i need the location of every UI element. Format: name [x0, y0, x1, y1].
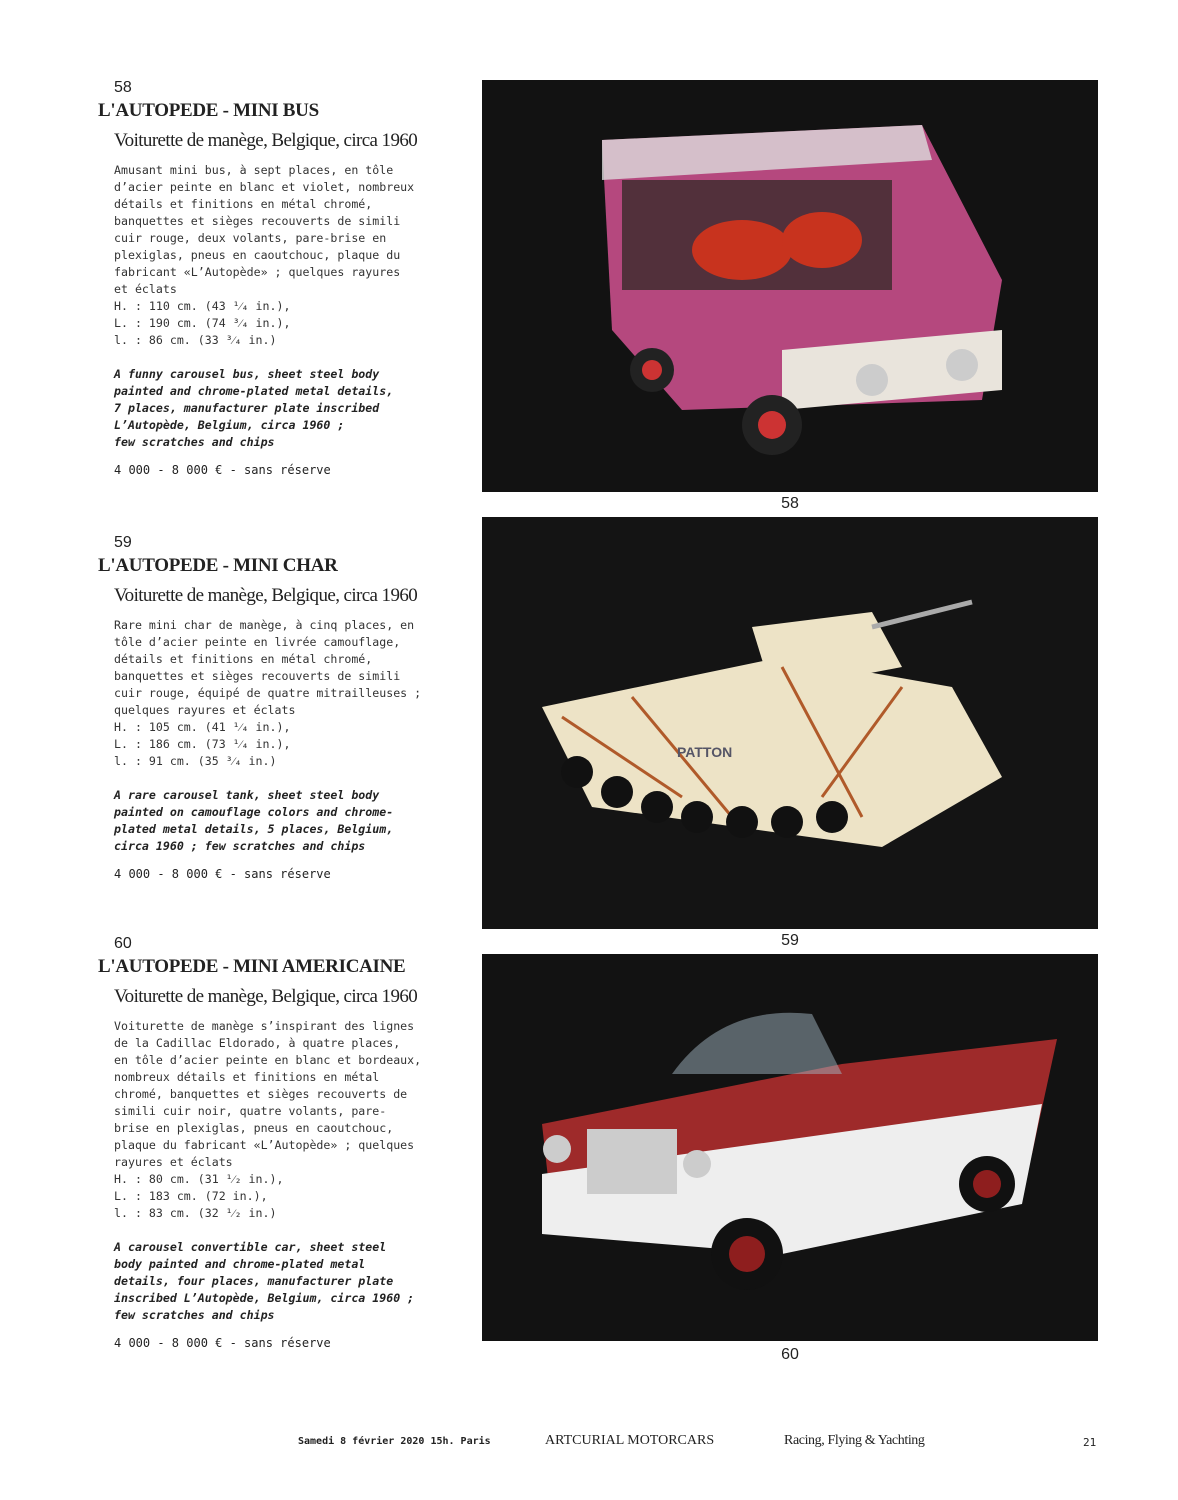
lot-title: L'AUTOPEDE - MINI CHAR	[98, 555, 338, 576]
lot-58	[98, 78, 458, 477]
lot-title: L'AUTOPEDE - MINI AMERICAINE	[98, 956, 406, 977]
photo-mini-americaine	[482, 954, 1098, 1341]
photo-caption: 59	[781, 932, 799, 949]
lot-59	[98, 533, 458, 881]
footer-brand-logo: ARTCURIAL MOTORCARS	[545, 1433, 715, 1448]
page-number: 21	[1083, 1436, 1097, 1449]
footer-date: Samedi 8 février 2020 15h. Paris	[298, 1436, 491, 1447]
lot-english-description: A carousel convertible car, sheet steel body painted and chrome-plated metal details, four places, manufacturer plate inscribed L’Autopède, Belgium, circa 1960 ; few scratches and chips	[114, 1240, 415, 1322]
photo-mini-tank	[482, 517, 1098, 929]
lot-estimate: 4 000 - 8 000 € - sans réserve	[114, 1336, 331, 1350]
lot-description: Voiturette de manège s’inspirant des lignes de la Cadillac Eldorado, à quatre places, en tôle d’acier peinte en blanc et bordeaux, nombreux détails et finitions en métal chromé, banquettes et sièges recouverts de simili cuir noir, quatre volants, pare- brise en plexiglas, pneus en caoutchouc, plaque du fabricant «L’Autopède» ; quelques rayures et éclats H. : 80 cm. (31 ¹⁄₂ in.), L. : 183 cm. (72 in.), l. : 83 cm. (32 ¹⁄₂ in.)	[114, 1019, 422, 1220]
lot-subtitle: Voiturette de manège, Belgique, circa 1960	[114, 986, 418, 1007]
lot-description: Amusant mini bus, à sept places, en tôle d’acier peinte en blanc et violet, nombreux détails et finitions en métal chromé, banquettes et sièges recouverts de simili cuir rouge, deux volants, pare-brise en plexiglas, pneus en caoutchouc, plaque du fabricant «L’Autopède» ; quelques rayures et éclats H. : 110 cm. (43 ¹⁄₄ in.), L. : 190 cm. (74 ³⁄₄ in.), l. : 86 cm. (33 ³⁄₄ in.)	[114, 163, 415, 347]
lot-description: Rare mini char de manège, à cinq places, en tôle d’acier peinte en livrée camouflage, détails et finitions en métal chromé, banquettes et sièges recouverts de simili cuir rouge, équipé de quatre mitrailleuses ; quelques rayures et éclats H. : 105 cm. (41 ¹⁄₄ in.), L. : 186 cm. (73 ¹⁄₄ in.), l. : 91 cm. (35 ³⁄₄ in.)	[114, 618, 422, 768]
lot-number: 60	[114, 935, 132, 952]
lot-60	[98, 934, 458, 1350]
lot-estimate: 4 000 - 8 000 € - sans réserve	[114, 463, 331, 477]
tank-label: PATTON	[677, 744, 733, 760]
lot-subtitle: Voiturette de manège, Belgique, circa 1960	[114, 585, 418, 606]
lot-english-description: A funny carousel bus, sheet steel body painted and chrome-plated metal details, 7 places, manufacturer plate inscribed L’Autopède, Belgium, circa 1960 ; few scratches and chips	[114, 367, 394, 449]
lot-number: 59	[114, 534, 132, 551]
photo-mini-bus	[482, 80, 1098, 492]
lot-subtitle: Voiturette de manège, Belgique, circa 1960	[114, 130, 418, 151]
lot-english-description: A rare carousel tank, sheet steel body painted on camouflage colors and chrome- plated metal details, 5 places, Belgium, circa 1960 ; few scratches and chips	[114, 788, 394, 853]
lot-number: 58	[114, 79, 132, 96]
lot-title: L'AUTOPEDE - MINI BUS	[98, 100, 319, 121]
photo-caption: 58	[781, 495, 799, 512]
lot-estimate: 4 000 - 8 000 € - sans réserve	[114, 867, 331, 881]
footer-sale-title: Racing, Flying & Yachting	[784, 1433, 925, 1448]
photo-caption: 60	[781, 1346, 799, 1363]
